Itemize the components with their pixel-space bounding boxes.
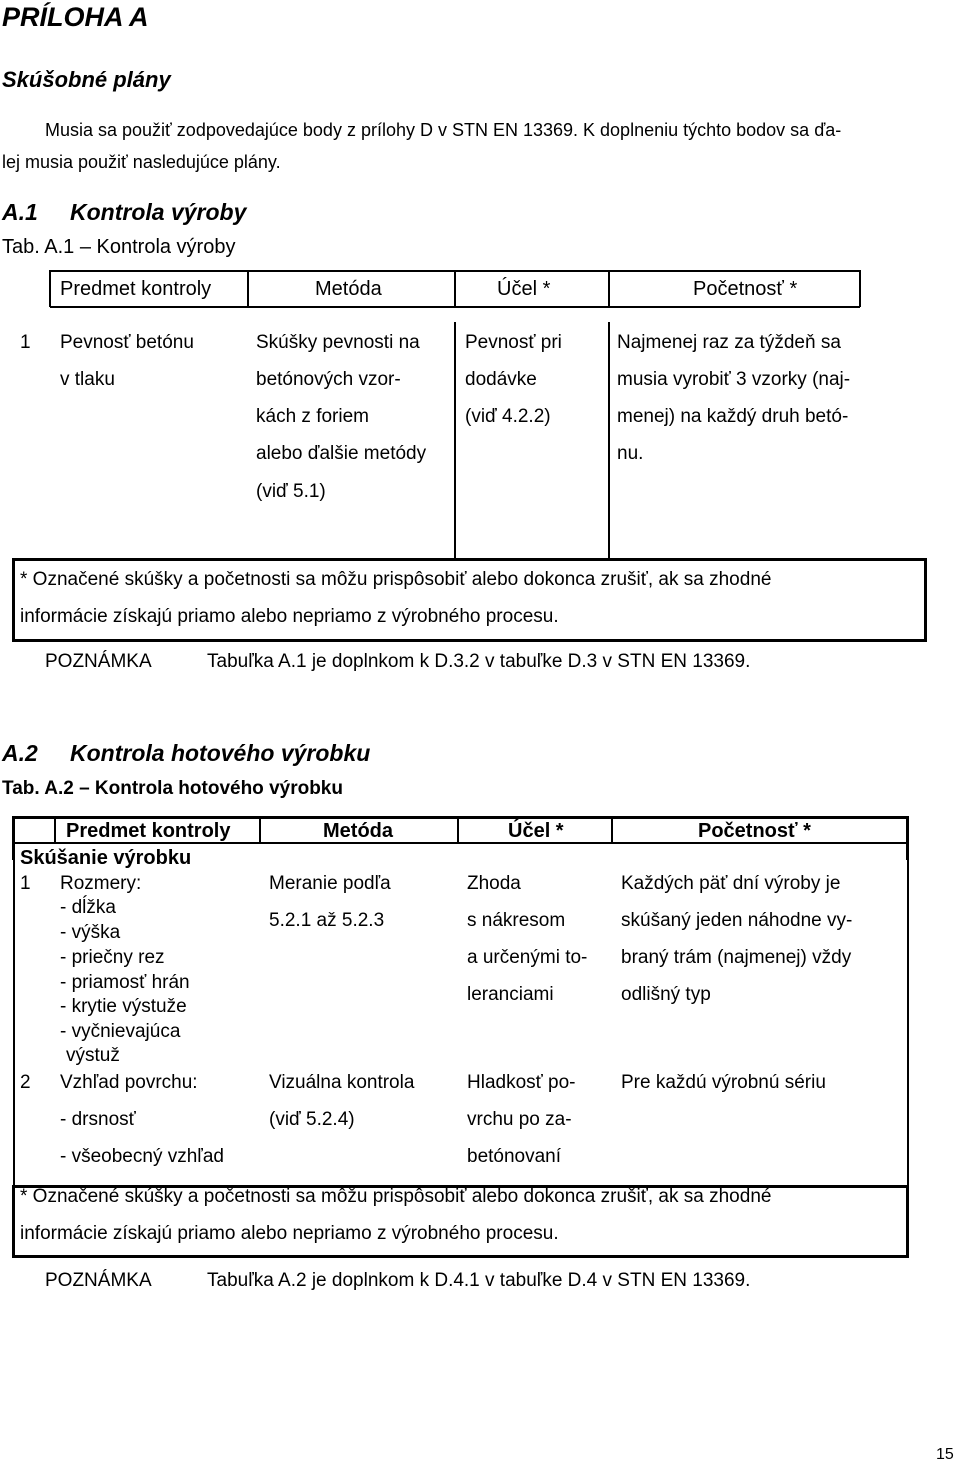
table1-cell: dodávke bbox=[465, 369, 537, 390]
table1-row-number: 1 bbox=[20, 332, 31, 353]
table2-cell: 5.2.1 až 5.2.3 bbox=[269, 910, 385, 931]
section2-title: Kontrola hotového výrobku bbox=[70, 740, 371, 766]
page-subheading: Skúšobné plány bbox=[2, 67, 171, 92]
table1-cell: (viď 5.1) bbox=[256, 481, 326, 502]
table2-cell: leranciami bbox=[467, 984, 554, 1005]
table2-footnote-line-2: informácie získajú priamo alebo nepriamo z výrobného procesu. bbox=[20, 1223, 559, 1244]
table2-cell: Hladkosť po- bbox=[467, 1072, 576, 1093]
table2-cell: - všeobecný vzhľad bbox=[60, 1146, 224, 1167]
table1-header-purpose: Účel * bbox=[497, 278, 551, 300]
table2-cell: - výška bbox=[60, 922, 121, 943]
table2-cell: - krytie výstuže bbox=[60, 996, 187, 1017]
page-heading: PRÍLOHA A bbox=[2, 2, 149, 32]
table2-cell: výstuž bbox=[66, 1045, 120, 1066]
table2-cell: - vyčnievajúca bbox=[60, 1021, 181, 1042]
note1-text: Tabuľka A.1 je doplnkom k D.3.2 v tabuľke D.3 v STN EN 13369. bbox=[207, 651, 751, 672]
section1-title: Kontrola výroby bbox=[70, 199, 247, 225]
table2-cell: s nákresom bbox=[467, 910, 566, 931]
table2-cell: - priečny rez bbox=[60, 947, 165, 968]
intro-line-1: Musia sa použiť zodpovedajúce body z prílohy D v STN EN 13369. K doplneniu týchto bodov sa ďa- bbox=[45, 120, 842, 140]
intro-line-2: lej musia použiť nasledujúce plány. bbox=[2, 152, 281, 172]
table2-cell: - dĺžka bbox=[60, 897, 116, 918]
table2-cell: Pre každú výrobnú sériu bbox=[621, 1072, 826, 1093]
table2-cell: Vizuálna kontrola bbox=[269, 1072, 415, 1093]
note2-text: Tabuľka A.2 je doplnkom k D.4.1 v tabuľke D.4 v STN EN 13369. bbox=[207, 1270, 751, 1291]
note2-label: POZNÁMKA bbox=[45, 1270, 152, 1291]
section1-number: A.1 bbox=[2, 199, 38, 225]
table1-cell: menej) na každý druh betó- bbox=[617, 406, 849, 427]
table1-header-frequency: Početnosť * bbox=[693, 278, 798, 300]
table2-cell: (viď 5.2.4) bbox=[269, 1109, 355, 1130]
table2-cell: Meranie podľa bbox=[269, 873, 391, 894]
table2-cell: Rozmery: bbox=[60, 873, 142, 894]
table1-cell: (viď 4.2.2) bbox=[465, 406, 551, 427]
table2-caption: Tab. A.2 – Kontrola hotového výrobku bbox=[2, 778, 343, 799]
table2-header-purpose: Účel * bbox=[508, 820, 564, 842]
table2-row-number: 1 bbox=[20, 873, 31, 894]
table1-cell: betónových vzor- bbox=[256, 369, 401, 390]
table2-footnote-line-1: * Označené skúšky a početnosti sa môžu prispôsobiť alebo dokonca zrušiť, ak sa zhodné bbox=[20, 1186, 772, 1207]
table2-cell: - priamosť hrán bbox=[60, 972, 190, 993]
table1-cell: kách z foriem bbox=[256, 406, 369, 427]
table2-cell: Každých päť dní výroby je bbox=[621, 873, 841, 894]
table1-cell: alebo ďalšie metódy bbox=[256, 443, 427, 464]
table1-footnote-line-1: * Označené skúšky a početnosti sa môžu prispôsobiť alebo dokonca zrušiť, ak sa zhodné bbox=[20, 569, 772, 590]
table1-cell: nu. bbox=[617, 443, 644, 464]
table2-header-frequency: Početnosť * bbox=[698, 820, 811, 842]
table1-cell: Najmenej raz za týždeň sa bbox=[617, 332, 841, 353]
table2-row-number: 2 bbox=[20, 1072, 31, 1093]
table2-cell: skúšaný jeden náhodne vy- bbox=[621, 910, 853, 931]
table2-group-label: Skúšanie výrobku bbox=[20, 847, 192, 869]
table1-cell: Pevnosť pri bbox=[465, 332, 562, 353]
table2-cell: braný trám (najmenej) vždy bbox=[621, 947, 852, 968]
table2-header-method: Metóda bbox=[323, 820, 393, 842]
table2-cell: Vzhľad povrchu: bbox=[60, 1072, 198, 1093]
table2-header-subject: Predmet kontroly bbox=[66, 820, 231, 842]
section2-number: A.2 bbox=[2, 740, 38, 766]
table1-header-subject: Predmet kontroly bbox=[60, 278, 212, 300]
table1-cell: v tlaku bbox=[60, 369, 115, 390]
table2-cell: - drsnosť bbox=[60, 1109, 136, 1130]
page-number: 15 bbox=[936, 1446, 954, 1463]
table1-cell: Pevnosť betónu bbox=[60, 332, 194, 353]
table2-cell: odlišný typ bbox=[621, 984, 711, 1005]
table1-header-method: Metóda bbox=[315, 278, 382, 300]
note1-label: POZNÁMKA bbox=[45, 651, 152, 672]
table2-cell: betónovaní bbox=[467, 1146, 562, 1167]
table2-cell: a určenými to- bbox=[467, 947, 588, 968]
table1-cell: Skúšky pevnosti na bbox=[256, 332, 420, 353]
table1-footnote-line-2: informácie získajú priamo alebo nepriamo z výrobného procesu. bbox=[20, 606, 559, 627]
table1-cell: musia vyrobiť 3 vzorky (naj- bbox=[617, 369, 851, 390]
table2-cell: vrchu po za- bbox=[467, 1109, 572, 1130]
table1-caption: Tab. A.1 – Kontrola výroby bbox=[2, 236, 236, 258]
table2-cell: Zhoda bbox=[467, 873, 521, 894]
